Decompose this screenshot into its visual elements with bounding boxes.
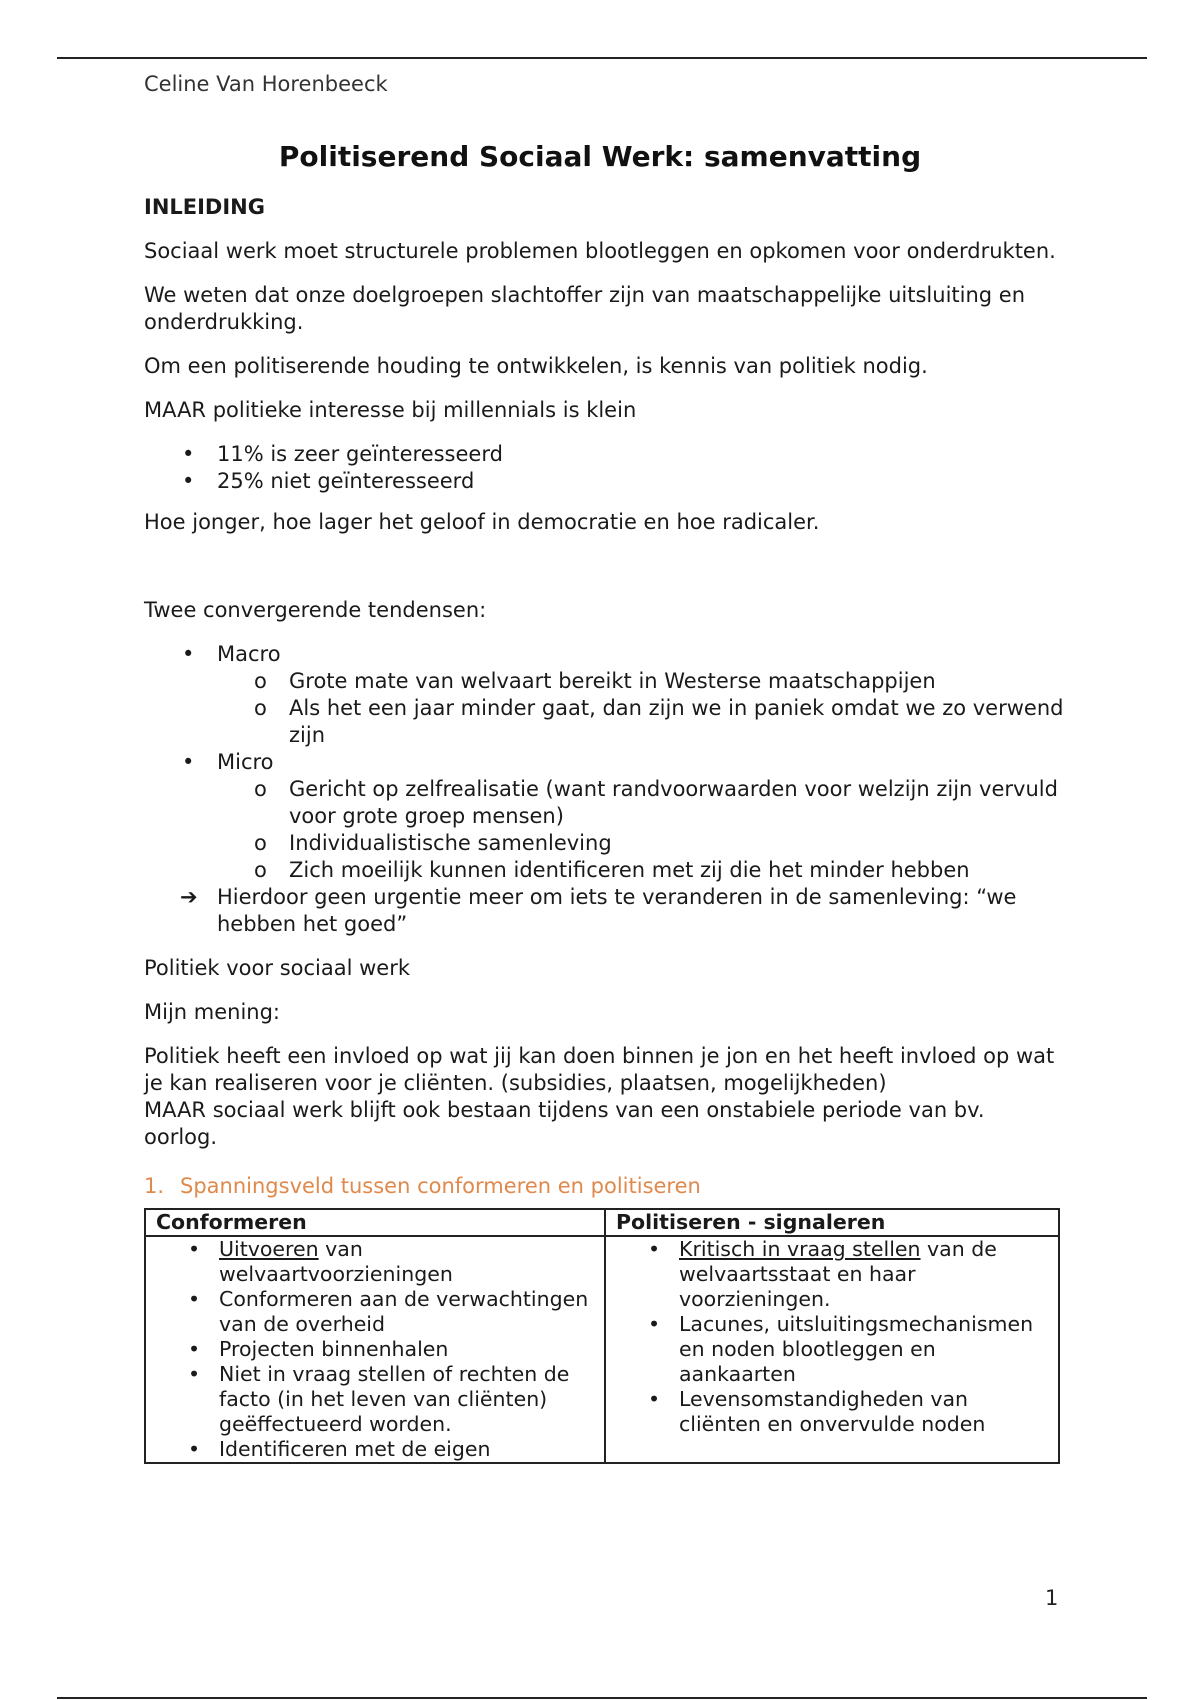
paragraph: Twee convergerende tendensen: bbox=[144, 598, 487, 622]
list-item: • Conformeren aan de verwachtingen van de overheid bbox=[146, 1287, 594, 1337]
table-row bbox=[145, 1236, 1059, 1463]
interest-list bbox=[144, 441, 1064, 495]
page-number: 1 bbox=[1045, 1586, 1059, 1610]
header-rule bbox=[57, 57, 1147, 59]
footer-rule bbox=[57, 1697, 1147, 1699]
table-header-politiseren: Politiseren - signaleren bbox=[605, 1209, 1059, 1236]
sub-list-item: o Grote mate van welvaart bereikt in Westerse maatschappijen bbox=[144, 668, 1064, 695]
paragraph: Mijn mening: bbox=[144, 1000, 281, 1024]
section-title: Spanningsveld tussen conformeren en politiseren bbox=[180, 1174, 701, 1198]
sub-list bbox=[217, 776, 1064, 884]
list-item: • Niet in vraag stellen of rechten de facto (in het leven van cliënten) geëffectueerd worden. bbox=[146, 1362, 594, 1437]
paragraph: Politiek voor sociaal werk bbox=[144, 956, 410, 980]
opinion-paragraph: Politiek heeft een invloed op wat jij kan doen binnen je jon en het heeft invloed op wat je kan realiseren voor je cliënten. (subsidies, plaatsen, mogelijkheden) MAAR sociaal werk blijft ook bestaan tijdens van een onstabiele periode van bv. oorlog. bbox=[144, 1044, 1055, 1149]
list-item: • Levensomstandigheden van cliënten en onvervulde noden bbox=[606, 1387, 1048, 1437]
list-item-micro bbox=[144, 749, 1064, 884]
list-item: • 11% is zeer geïnteresseerd bbox=[144, 441, 1064, 468]
list-item: • Identificeren met de eigen bbox=[146, 1437, 594, 1462]
list-item: • Uitvoeren van welvaartvoorzieningen bbox=[146, 1237, 594, 1287]
paragraph: MAAR politieke interesse bij millennials is klein bbox=[144, 398, 637, 422]
spacer bbox=[144, 553, 1064, 597]
comparison-table bbox=[144, 1208, 1060, 1464]
list-item: • Kritisch in vraag stellen van de welvaartsstaat en haar voorzieningen. bbox=[606, 1237, 1048, 1312]
section-number: 1. bbox=[144, 1174, 165, 1198]
document-title: Politiserend Sociaal Werk: samenvatting bbox=[278, 140, 922, 173]
list-item: • 25% niet geïnteresseerd bbox=[144, 468, 1064, 495]
sub-list bbox=[217, 668, 1064, 749]
sub-list-item: o Gericht op zelfrealisatie (want randvoorwaarden voor welzijn zijn vervuld voor grote groep mensen) bbox=[144, 776, 1064, 830]
list-item-label: Micro bbox=[217, 750, 274, 774]
paragraph: Om een politiserende houding te ontwikkelen, is kennis van politiek nodig. bbox=[144, 354, 928, 378]
conclusion bbox=[144, 884, 1064, 938]
table-header-conformeren: Conformeren bbox=[145, 1209, 605, 1236]
list-item: • Lacunes, uitsluitingsmechanismen en noden blootleggen en aankaarten bbox=[606, 1312, 1048, 1387]
conclusion-text: Hierdoor geen urgentie meer om iets te veranderen in de samenleving: “we hebben het goed” bbox=[217, 885, 1017, 936]
list-item-macro bbox=[144, 641, 1064, 749]
sub-list-item: o Individualistische samenleving bbox=[144, 830, 1064, 857]
sub-list-item: o Zich moeilijk kunnen identificeren met zij die het minder hebben bbox=[144, 857, 1064, 884]
author-name: Celine Van Horenbeeck bbox=[144, 72, 388, 96]
paragraph: Hoe jonger, hoe lager het geloof in democratie en hoe radicaler. bbox=[144, 510, 820, 534]
list-item: • Projecten binnenhalen bbox=[146, 1337, 594, 1362]
table-cell-conformeren bbox=[145, 1236, 605, 1463]
section-heading-1 bbox=[144, 1173, 1064, 1200]
sub-list-item: o Als het een jaar minder gaat, dan zijn we in paniek omdat we zo verwend zijn bbox=[144, 695, 1064, 749]
paragraph: Sociaal werk moet structurele problemen blootleggen en opkomen voor onderdrukten. bbox=[144, 239, 1056, 263]
table-cell-politiseren bbox=[605, 1236, 1059, 1463]
section-heading-inleiding: INLEIDING bbox=[144, 195, 265, 219]
arrow-right-icon: ➔ bbox=[180, 885, 198, 909]
tendencies-list bbox=[144, 641, 1064, 884]
list-item-label: Macro bbox=[217, 642, 281, 666]
paragraph: We weten dat onze doelgroepen slachtoffer zijn van maatschappelijke uitsluiting en onderdrukking. bbox=[144, 283, 1026, 334]
document-body bbox=[144, 194, 1064, 1464]
